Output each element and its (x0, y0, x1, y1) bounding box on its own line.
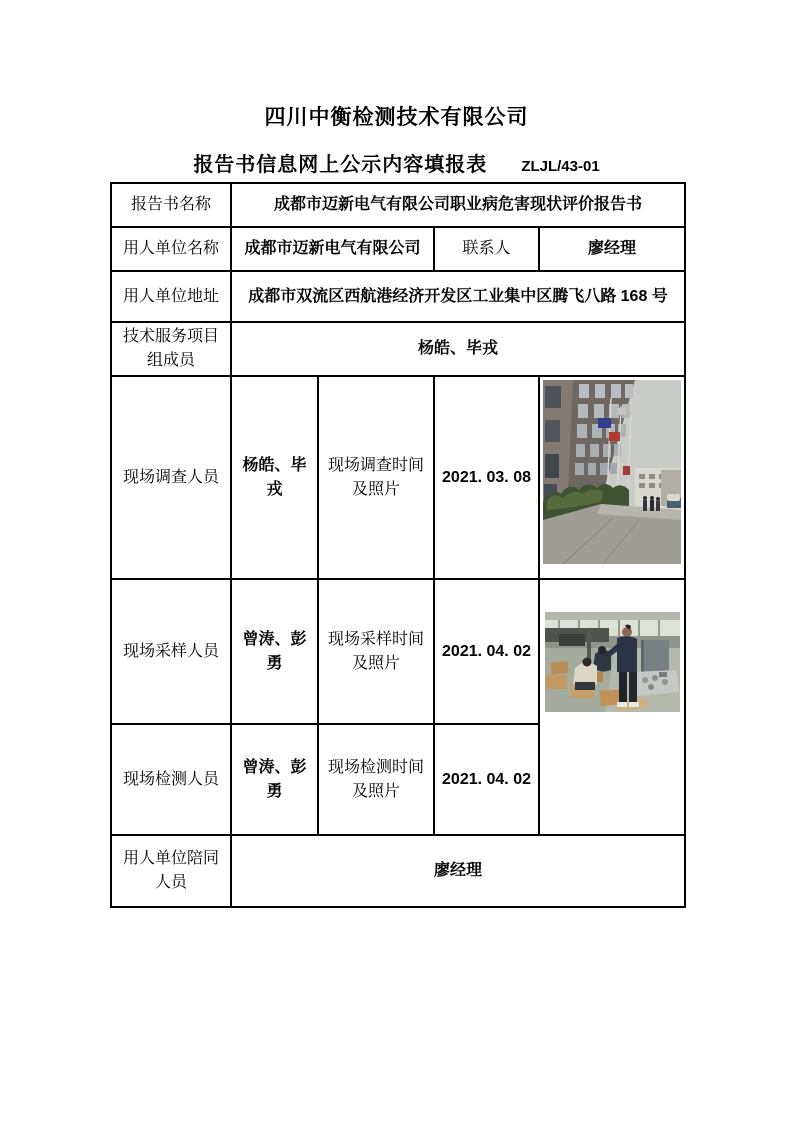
site-survey-time-label: 现场调查时间及照片 (318, 376, 434, 579)
employer-address-value: 成都市双流区西航港经济开发区工业集中区腾飞八路 168 号 (231, 271, 685, 322)
table-row-report-name (111, 183, 685, 227)
contact-label: 联系人 (434, 227, 539, 271)
site-testing-date: 2021. 04. 02 (434, 724, 539, 835)
table-row-site-sampling (111, 579, 685, 724)
table-row-employer-name (111, 227, 685, 271)
project-team-value: 杨皓、毕戎 (231, 322, 685, 376)
accompanying-value: 廖经理 (231, 835, 685, 907)
workshop-sampling-photo (545, 612, 680, 712)
contact-value: 廖经理 (539, 227, 685, 271)
form-code: ZLJL/43-01 (521, 158, 600, 175)
form-title: 报告书信息网上公示内容填报表 (193, 154, 488, 176)
site-sampling-persons: 曾涛、彭勇 (231, 579, 318, 724)
report-name-value: 成都市迈新电气有限公司职业病危害现状评价报告书 (231, 183, 685, 227)
site-sampling-photo-cell (539, 579, 685, 835)
site-survey-date: 2021. 03. 08 (434, 376, 539, 579)
accompanying-label: 用人单位陪同人员 (111, 835, 231, 907)
site-testing-time-label: 现场检测时间及照片 (318, 724, 434, 835)
report-name-label: 报告书名称 (111, 183, 231, 227)
table-row-project-team (111, 322, 685, 376)
site-sampling-time-label: 现场采样时间及照片 (318, 579, 434, 724)
company-title: 四川中衡检测技术有限公司 (264, 106, 529, 129)
table-row-employer-address (111, 271, 685, 322)
site-sampling-label: 现场采样人员 (111, 579, 231, 724)
employer-address-label: 用人单位地址 (111, 271, 231, 322)
site-testing-label: 现场检测人员 (111, 724, 231, 835)
table-row-accompanying (111, 835, 685, 907)
report-info-table (110, 182, 686, 908)
site-survey-persons: 杨皓、毕戎 (231, 376, 318, 579)
site-sampling-date: 2021. 04. 02 (434, 579, 539, 724)
employer-name-value: 成都市迈新电气有限公司 (231, 227, 434, 271)
site-survey-label: 现场调查人员 (111, 376, 231, 579)
employer-name-label: 用人单位名称 (111, 227, 231, 271)
form-title-row (0, 148, 793, 177)
building-exterior-photo (543, 380, 681, 564)
table-row-site-survey (111, 376, 685, 579)
site-survey-photo-cell (539, 376, 685, 579)
project-team-label: 技术服务项目组成员 (111, 322, 231, 376)
site-testing-persons: 曾涛、彭勇 (231, 724, 318, 835)
